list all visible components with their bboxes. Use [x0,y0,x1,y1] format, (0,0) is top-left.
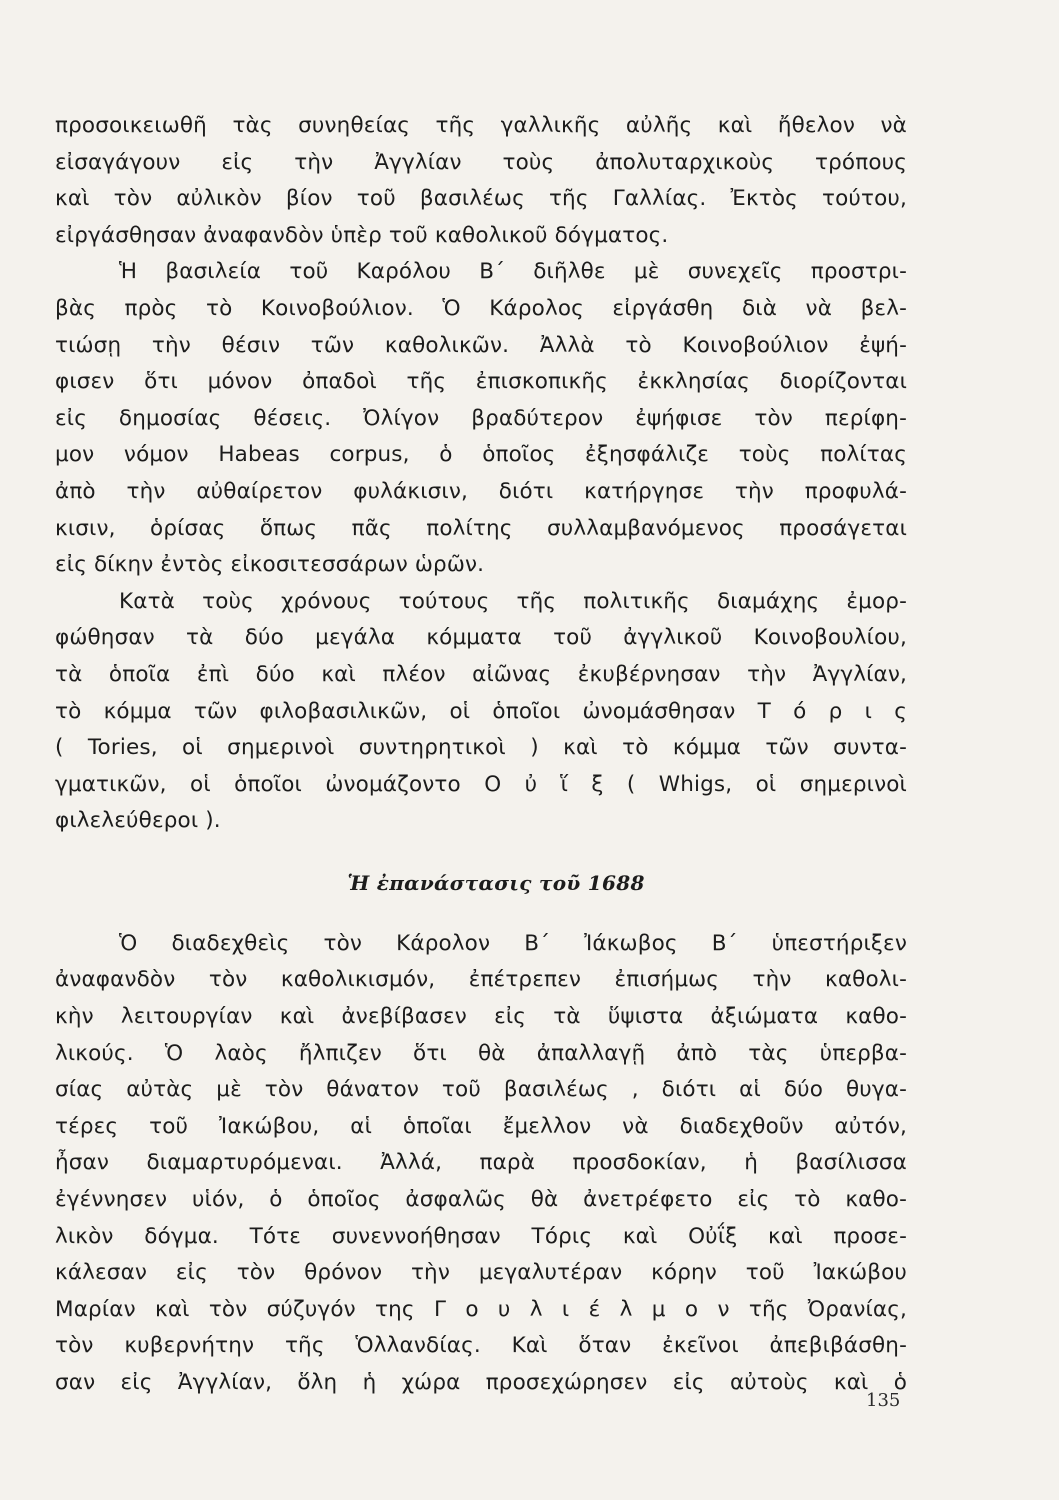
text-line: φιλελεύθεροι ). [55,808,221,834]
text-line: Ἡ βασιλεία τοῦ Καρόλου Β΄ διῆλθε μὲ συνεχεῖς προστρι- [119,259,907,285]
text-line: ἐγέννησεν υἱόν, ὁ ὁποῖος ἀσφαλῶς θὰ ἀνετρέφετο εἰς τὸ καθο- [55,1187,907,1213]
text-line: βὰς πρὸς τὸ Κοινοβούλιον. Ὁ Κάρολος εἰργάσθη διὰ νὰ βελ- [55,295,907,321]
text-line: εἰς δημοσίας θέσεις. Ὀλίγον βραδύτερον ἐψήφισε τὸν περίφη- [55,405,907,431]
text-line: φισεν ὅτι μόνον ὀπαδοὶ τῆς ἐπισκοπικῆς ἐκκλησίας διορίζονται [55,369,907,395]
text-line: τιώσῃ τὴν θέσιν τῶν καθολικῶν. Ἀλλὰ τὸ Κοινοβούλιον ἐψή- [55,332,907,358]
text-line: καὶ τὸν αὐλικὸν βίον τοῦ βασιλέως τῆς Γαλλίας. Ἐκτὸς τούτου, [55,186,907,212]
section-heading-row [55,840,907,926]
text-line: προσοικειωθῆ τὰς συνηθείας τῆς γαλλικῆς αὐλῆς καὶ ἤθελον νὰ [55,113,907,138]
text-line: Μαρίαν καὶ τὸν σύζυγόν της Γ ο υ λ ι έ λ μ ο ν τῆς Ὀρανίας, [55,1296,907,1322]
text-line: σίας αὐτὰς μὲ τὸν θάνατον τοῦ βασιλέως , διότι αἱ δύο θυγα- [55,1077,907,1103]
text-line: μον νόμον Habeas corpus, ὁ ὁποῖος ἐξησφάλιζε τοὺς πολίτας [55,442,907,468]
paragraph [55,108,907,254]
text-line: ( Tories, οἱ σημερινοὶ συντηρητικοὶ ) καὶ τὸ κόμμα τῶν συντα- [55,735,907,761]
text-line: φώθησαν τὰ δύο μεγάλα κόμματα τοῦ ἀγγλικοῦ Κοινοβουλίου, [55,625,907,651]
text-line: ἀναφανδὸν τὸν καθολικισμόν, ἐπέτρεπεν ἐπισήμως τὴν καθολι- [55,967,907,993]
text-line: κὴν λειτουργίαν καὶ ἀνεβίβασεν εἰς τὰ ὕψιστα ἀξιώματα καθο- [55,1004,907,1030]
text-line: γματικῶν, οἱ ὁποῖοι ὠνομάζοντο Ο ὐ ἵ ξ ( Whigs, οἱ σημερινοὶ [55,771,907,797]
text-line: εἰς δίκην ἐντὸς εἰκοσιτεσσάρων ὡρῶν. [55,552,485,578]
text-line: εἰργάσθησαν ἀναφανδὸν ὑπὲρ τοῦ καθολικοῦ δόγματος. [55,222,669,248]
text-line: κάλεσαν εἰς τὸν θρόνον τὴν μεγαλυτέραν κόρην τοῦ Ἰακώβου [55,1260,907,1286]
text-line: εἰσαγάγουν εἰς τὴν Ἀγγλίαν τοὺς ἀπολυταρχικοὺς τρόπους [55,149,907,175]
paragraph [55,926,907,1402]
page-number: 135 [866,1390,901,1411]
section-heading: Ἡ ἐπανάστασις τοῦ 1688 [347,870,645,895]
text-line: Κατὰ τοὺς χρόνους τούτους τῆς πολιτικῆς διαμάχης ἐμορ- [119,588,907,614]
text-line: τὸ κόμμα τῶν φιλοβασιλικῶν, οἱ ὁποῖοι ὠνομάσθησαν Τ ό ρ ι ς [55,698,907,724]
text-line: ἀπὸ τὴν αὐθαίρετον φυλάκισιν, διότι κατήργησε τὴν προφυλά- [55,478,907,504]
text-line: λικούς. Ὁ λαὸς ἤλπιζεν ὅτι θὰ ἀπαλλαγῇ ἀπὸ τὰς ὑπερβα- [55,1040,907,1066]
paragraph [55,254,907,583]
text-line: τὸν κυβερνήτην τῆς Ὁλλανδίας. Καὶ ὅταν ἐκεῖνοι ἀπεβιβάσθη- [55,1333,907,1359]
text-line: κισιν, ὁρίσας ὅπως πᾶς πολίτης συλλαμβανόμενος προσάγεται [55,515,907,541]
text-line: ἦσαν διαμαρτυρόμεναι. Ἀλλά, παρὰ προσδοκίαν, ἡ βασίλισσα [55,1150,907,1176]
paragraph [55,584,907,840]
text-line: σαν εἰς Ἀγγλίαν, ὅλη ἡ χώρα προσεχώρησεν εἰς αὐτοὺς καὶ ὁ [55,1370,907,1395]
body-text [55,108,907,1402]
text-line: λικὸν δόγμα. Τότε συνεννοήθησαν Τόρις καὶ Οὐΐξ καὶ προσε- [55,1223,907,1249]
text-line: τέρες τοῦ Ἰακώβου, αἱ ὁποῖαι ἔμελλον νὰ διαδεχθοῦν αὐτόν, [55,1113,907,1139]
text-line: Ὁ διαδεχθεὶς τὸν Κάρολον Β΄ Ἰάκωβος Β΄ ὑπεστήριξεν [119,930,907,956]
text-line: τὰ ὁποῖα ἐπὶ δύο καὶ πλέον αἰῶνας ἐκυβέρνησαν τὴν Ἀγγλίαν, [55,661,907,687]
